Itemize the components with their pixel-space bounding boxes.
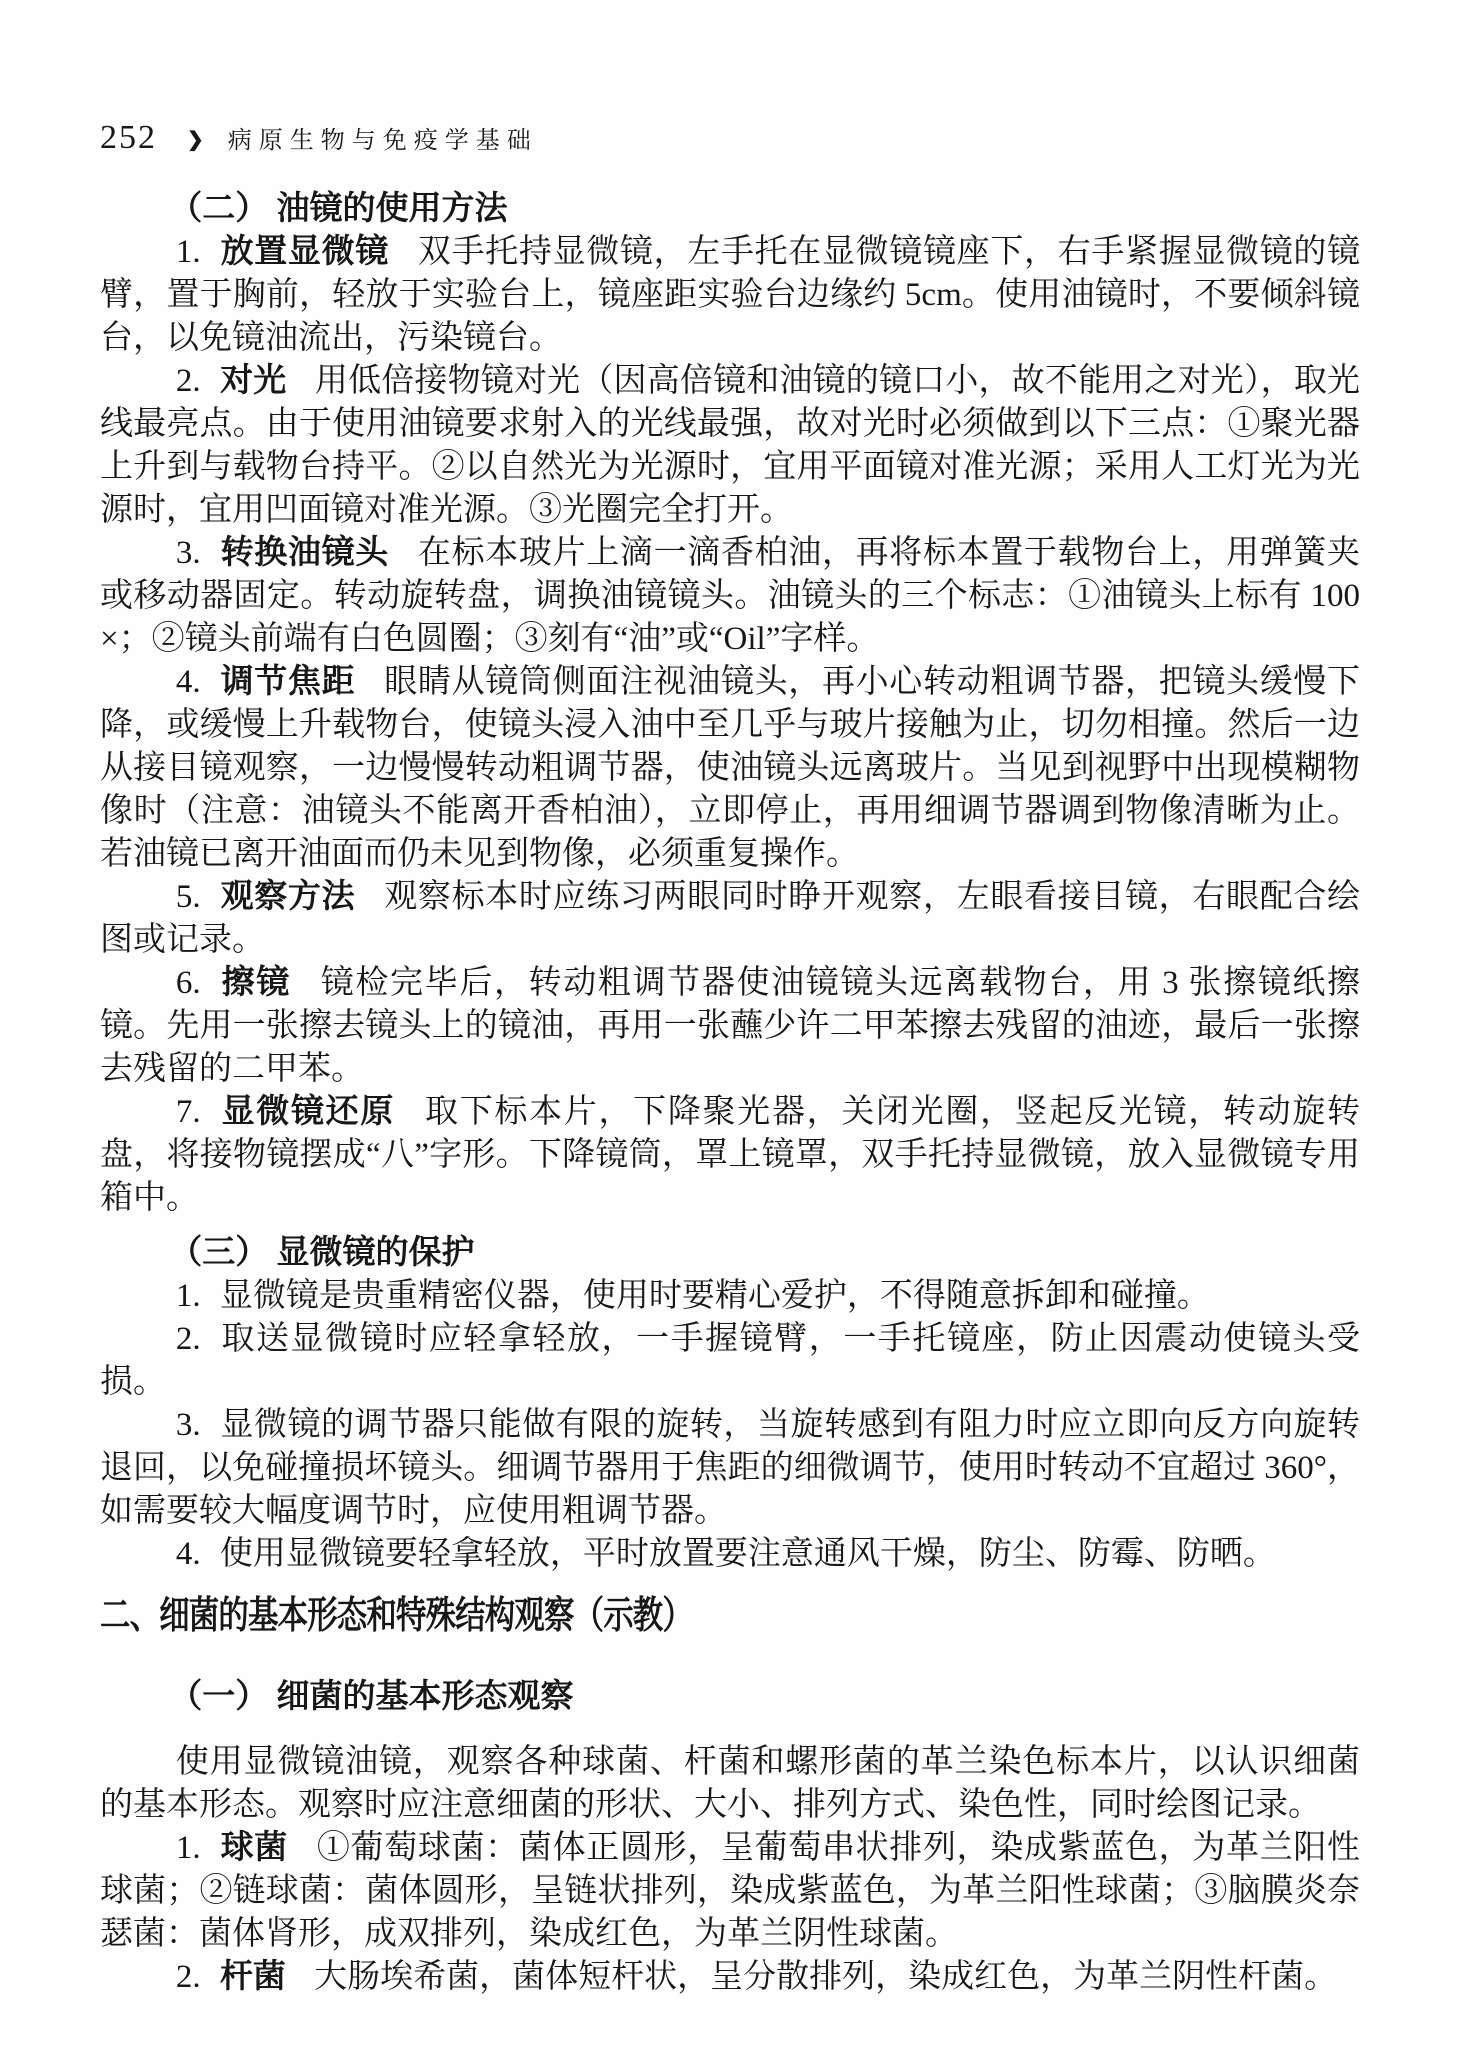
list-item-adjust-light: [100, 360, 1360, 532]
item-number: 3.: [175, 535, 201, 571]
list-item-observation-method: [100, 876, 1360, 962]
item-label: 对光: [220, 363, 287, 399]
item-text: 眼睛从镜筒侧面注视油镜头，再小心转动粗调节器，把镜头缓慢下降，或缓慢上升载物台，使镜头浸入油中至几乎与玻片接触为止，切勿相撞。然后一边从接目镜观察，一边慢慢转动粗调节器，使油镜头远离玻片。当见到视野中出现模糊物像时（注意：油镜头不能离开香柏油），立即停止，再用细调节器调到物像清晰为止。若油镜已离开油面而仍未见到物像，必须重复操作。: [100, 664, 1361, 872]
basic-morphology-intro: 使用显微镜油镜，观察各种球菌、杆菌和螺形菌的革兰染色标本片，以认识细菌的基本形态。观察时应注意细菌的形状、大小、排列方式、染色性，同时绘图记录。: [100, 1744, 1360, 1823]
chevron-right-icon: ❯: [187, 129, 204, 151]
item-number: 3.: [175, 1407, 201, 1443]
running-head: [100, 116, 1360, 156]
item-number: 1.: [175, 1278, 201, 1314]
item-label: 调节焦距: [220, 664, 356, 700]
item-number: 4.: [175, 1536, 201, 1572]
item-number: 2.: [175, 363, 201, 399]
item-text: ①葡萄球菌：菌体正圆形，呈葡萄串状排列，染成紫蓝色，为革兰阳性球菌；②链球菌：菌体圆形，呈链状排列，染成紫蓝色，为革兰阳性球菌；③脑膜炎奈瑟菌：菌体肾形，成双排列，染成红色，为革兰阴性球菌。: [100, 1830, 1361, 1952]
item-text: 镜检完毕后，转动粗调节器使油镜镜头远离载物台，用 3 张擦镜纸擦镜。先用一张擦去镜头上的镜油，再用一张蘸少许二甲苯擦去残留的油迹，最后一张擦去残留的二甲苯。: [100, 965, 1361, 1087]
list-item-switch-oil-lens: [100, 532, 1360, 661]
subsection-heading-basic-morphology: （一） 细菌的基本形态观察: [169, 1679, 574, 1715]
item-label: 擦镜: [221, 965, 291, 1001]
list-item-adjust-focus: [100, 661, 1360, 876]
book-title: 病原生物与免疫学基础: [227, 128, 538, 154]
item-number: 7.: [175, 1094, 201, 1130]
page-number: 252: [100, 119, 157, 156]
care-item-3: [100, 1404, 1360, 1533]
care-item-2: [100, 1318, 1360, 1404]
item-text: 在标本玻片上滴一滴香柏油，再将标本置于载物台上，用弹簧夹或移动器固定。转动旋转盘，调换油镜镜头。油镜头的三个标志：①油镜头上标有 100 ×；②镜头前端有白色圆圈；③刻有“油”或“Oil”字样。: [100, 535, 1361, 657]
item-number: 5.: [175, 879, 201, 915]
item-label: 放置显微镜: [220, 234, 389, 270]
item-text: 大肠埃希菌，菌体短杆状，呈分散排列，染成红色，为革兰阴性杆菌。: [314, 1959, 1338, 1995]
item-number: 1.: [175, 1830, 201, 1866]
item-text: 用低倍接物镜对光（因高倍镜和油镜的镜口小，故不能用之对光），取光线最亮点。由于使用油镜要求射入的光线最强，故对光时必须做到以下三点：①聚光器上升到与载物台持平。②以自然光为光源时，宜用平面镜对准光源；采用人工灯光为光源时，宜用凹面镜对准光源。③光圈完全打开。: [100, 363, 1361, 528]
list-item-cocci: [100, 1827, 1360, 1956]
item-number: 1.: [175, 234, 201, 270]
item-number: 2.: [175, 1959, 201, 1995]
subsection-heading-oil-lens-usage: （二） 油镜的使用方法: [169, 191, 508, 227]
item-text: 显微镜的调节器只能做有限的旋转，当旋转感到有阻力时应立即向反方向旋转退回，以免碰撞损坏镜头。细调节器用于焦距的细微调节，使用时转动不宜超过 360°，如需要较大幅度调节时，应使用粗调节器。: [100, 1407, 1361, 1529]
item-number: 4.: [175, 664, 201, 700]
item-label: 显微镜还原: [221, 1094, 396, 1130]
list-item-restore-microscope: [100, 1091, 1360, 1220]
item-text: 取下标本片，下降聚光器，关闭光圈，竖起反光镜，转动旋转盘，将接物镜摆成“八”字形。下降镜筒，罩上镜罩，双手托持显微镜，放入显微镜专用箱中。: [100, 1094, 1361, 1216]
item-label: 杆菌: [219, 1959, 286, 1995]
care-item-1: [100, 1275, 1360, 1318]
subsection-heading-microscope-care: （三） 显微镜的保护: [169, 1235, 475, 1271]
chapter-heading-bacteria-observation: [100, 1592, 1360, 1640]
item-label: 观察方法: [220, 879, 356, 915]
list-item-bacilli: [100, 1956, 1360, 1999]
item-text: 双手托持显微镜，左手托在显微镜镜座下，右手紧握显微镜的镜臂，置于胸前，轻放于实验台上，镜座距实验台边缘约 5cm。使用油镜时，不要倾斜镜台，以免镜油流出，污染镜台。: [100, 234, 1361, 356]
care-item-4: [100, 1533, 1360, 1576]
chapter-heading-text: 二、细菌的基本形态和特殊结构观察（示教）: [100, 1595, 693, 1637]
item-number: 6.: [175, 965, 201, 1001]
item-text: 使用显微镜要轻拿轻放，平时放置要注意通风干燥，防尘、防霉、防晒。: [219, 1536, 1276, 1572]
item-text: 观察标本时应练习两眼同时睁开观察，左眼看接目镜，右眼配合绘图或记录。: [100, 879, 1361, 958]
item-number: 2.: [175, 1321, 201, 1357]
item-text: 取送显微镜时应轻拿轻放，一手握镜臂，一手托镜座，防止因震动使镜头受损。: [100, 1321, 1361, 1400]
item-text: 显微镜是贵重精密仪器，使用时要精心爱护，不得随意拆卸和碰撞。: [219, 1278, 1210, 1314]
list-item-place-microscope: [100, 231, 1360, 360]
list-item-wipe-lens: [100, 962, 1360, 1091]
item-label: 转换油镜头: [220, 535, 389, 571]
item-label: 球菌: [220, 1830, 288, 1866]
